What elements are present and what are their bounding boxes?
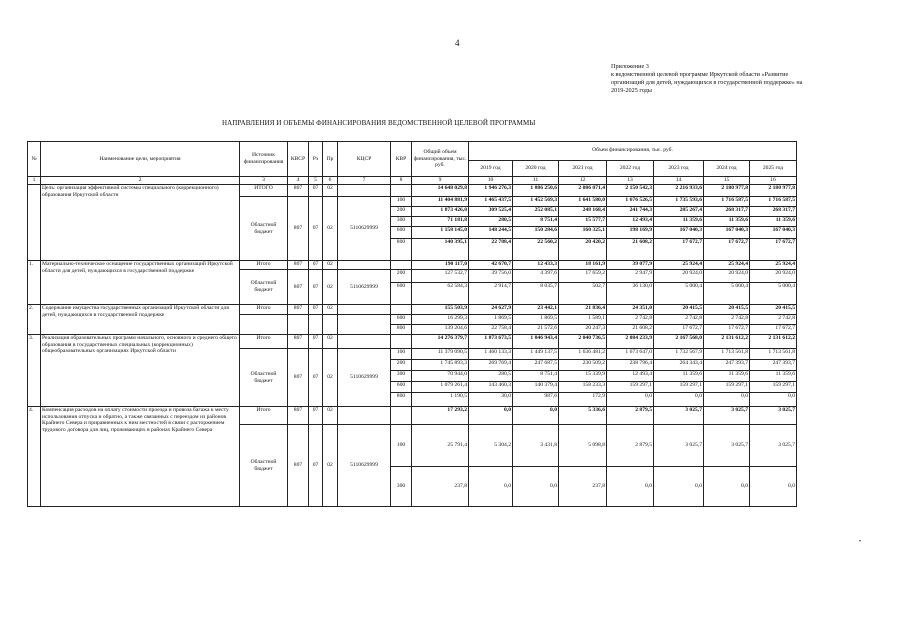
header-rz: Рз: [309, 142, 323, 177]
year-value: 198 169,9: [607, 227, 654, 239]
year-value: 1 452 569,3: [513, 197, 559, 207]
year-value: 21 608,2: [607, 239, 654, 261]
year-value: 39 077,9: [607, 261, 654, 270]
year-value: 987,6: [513, 393, 559, 407]
year-value: 2 131 612,2: [750, 335, 797, 349]
year-value: 5 304,2: [469, 425, 513, 467]
rz-cell: [309, 315, 323, 335]
year-value: 17 672,7: [750, 325, 797, 335]
year-value: 20 924,0: [750, 270, 797, 283]
year-value: 1 886 250,6: [513, 185, 559, 197]
year-value: 268 317,7: [750, 207, 797, 217]
rz-cell: 07: [309, 407, 323, 425]
year-value: 280,5: [469, 217, 513, 227]
year-value: 2 947,9: [607, 270, 654, 283]
column-number: 13: [607, 177, 654, 185]
source-cell: Итого: [240, 305, 288, 315]
total-value: 14 648 029,8: [412, 185, 469, 197]
kvr-cell: 600: [391, 382, 412, 393]
year-value: 11 359,6: [704, 371, 750, 382]
year-value: 12 493,4: [607, 371, 654, 382]
year-value: 20 924,0: [654, 270, 704, 283]
kvr-cell: 600: [391, 283, 412, 305]
kvr-cell: 800: [391, 393, 412, 407]
year-value: 2 167 568,0: [654, 335, 704, 349]
year-value: 1 735 593,6: [654, 197, 704, 207]
year-value: 25 924,4: [750, 261, 797, 270]
year-value: 39 756,0: [469, 270, 513, 283]
year-value: 158 233,3: [559, 382, 607, 393]
year-value: 22 788,4: [469, 239, 513, 261]
header-year: 2025 год: [750, 160, 797, 176]
total-value: 11 404 881,9: [412, 197, 469, 207]
source-cell: Итого: [240, 335, 288, 349]
year-value: 0,0: [469, 467, 513, 507]
year-value: 0,0: [654, 467, 704, 507]
year-value: 150 284,6: [513, 227, 559, 239]
year-value: 264 343,4: [654, 360, 704, 371]
column-number: 8: [391, 177, 412, 185]
kcsr-cell: 5110629999: [338, 270, 391, 305]
kcsr-cell: [338, 407, 391, 425]
source-cell: Итого: [240, 407, 288, 425]
appendix-line: Приложение 3: [611, 63, 649, 70]
kcsr-cell: [338, 185, 391, 197]
column-number: 4: [288, 177, 309, 185]
year-value: 25 924,4: [704, 261, 750, 270]
year-value: 268 317,7: [704, 207, 750, 217]
year-value: 0,0: [654, 393, 704, 407]
kvsr-cell: 807: [288, 185, 309, 197]
year-value: 5 336,6: [559, 407, 607, 425]
source-cell: Областной бюджет: [240, 349, 288, 407]
column-number: 16: [750, 177, 797, 185]
year-value: 1 869,5: [469, 315, 513, 325]
kcsr-cell: 5110629999: [338, 197, 391, 261]
total-value: 11 379 090,5: [412, 349, 469, 360]
pr-cell: 02: [323, 407, 338, 425]
section-name: Компенсация расходов на оплату стоимости проезда и провоза багажа к месту использования отпуска и обратно, а также связанных с переездом из районов Крайнего Севера и приравненных к ним местностей в связи с расторжением трудового договора для лиц, проживающих в районах Крайнего Севера: [41, 407, 240, 507]
year-value: 11 359,6: [654, 371, 704, 382]
year-value: 2 879,5: [607, 425, 654, 467]
source-cell: ИТОГО: [240, 185, 288, 197]
header-year: 2020 год: [513, 160, 559, 176]
kvsr-cell: 807: [288, 335, 309, 349]
kvr-cell: [391, 407, 412, 425]
kvr-cell: 200: [391, 207, 412, 217]
column-number: 3: [240, 177, 288, 185]
year-value: 0,0: [513, 407, 559, 425]
kcsr-cell: [338, 261, 391, 270]
year-value: 8 751,4: [513, 371, 559, 382]
header-years-group: Объем финансирования, тыс. руб.: [469, 142, 797, 161]
year-value: 1 460 133,3: [469, 349, 513, 360]
year-value: 247 393,7: [704, 360, 750, 371]
year-value: 20 247,3: [559, 325, 607, 335]
kvr-cell: 600: [391, 315, 412, 325]
year-value: 17 672,7: [750, 239, 797, 261]
year-value: 285 267,4: [654, 207, 704, 217]
year-value: 2 131 612,2: [704, 335, 750, 349]
year-value: 20 415,5: [750, 305, 797, 315]
kvr-cell: [391, 261, 412, 270]
rz-cell: 07: [309, 349, 323, 407]
year-value: 1 846 943,4: [513, 335, 559, 349]
year-value: 3 431,8: [513, 425, 559, 467]
year-value: 502,7: [559, 283, 607, 305]
pr-cell: 02: [323, 197, 338, 261]
year-value: 159 297,1: [704, 382, 750, 393]
pr-cell: 02: [323, 425, 338, 507]
year-value: 2 742,8: [607, 315, 654, 325]
year-value: 0,0: [704, 467, 750, 507]
total-value: 1 873 426,0: [412, 207, 469, 217]
total-value: 155 503,9: [412, 305, 469, 315]
kvr-cell: 100: [391, 349, 412, 360]
kvr-cell: [391, 185, 412, 197]
year-value: 3 025,7: [654, 425, 704, 467]
year-value: 280,5: [469, 371, 513, 382]
section-number: 1.: [28, 261, 41, 305]
year-value: 248 168,4: [559, 207, 607, 217]
year-value: 11 359,6: [750, 217, 797, 227]
page-number: 4: [455, 38, 460, 48]
year-value: 22 758,4: [469, 325, 513, 335]
kvr-cell: 300: [391, 371, 412, 382]
year-value: 11 359,6: [654, 217, 704, 227]
total-value: 1 158 145,0: [412, 227, 469, 239]
year-value: 17 672,7: [704, 325, 750, 335]
kvr-cell: 800: [391, 239, 412, 261]
year-value: 21 608,2: [607, 325, 654, 335]
section-number: 3.: [28, 335, 41, 407]
column-number-row: [28, 177, 797, 185]
appendix-line: к ведомственной целевой программе Иркутской области «Развитие: [611, 71, 789, 78]
total-value: 62 584,3: [412, 283, 469, 305]
column-number: 1: [28, 177, 41, 185]
column-number: 9: [412, 177, 469, 185]
rz-cell: 07: [309, 335, 323, 349]
year-value: 3 025,7: [654, 407, 704, 425]
year-value: 3 025,7: [750, 407, 797, 425]
rz-cell: 07: [309, 261, 323, 270]
year-value: 2 879,5: [607, 407, 654, 425]
section-name: Материально-техническое оснащение государственных организаций Иркутской области для детей, нуждающихся в государственной поддержке: [41, 261, 240, 305]
year-value: 5 000,4: [750, 283, 797, 305]
header-kcsr: КЦСР: [338, 142, 391, 177]
section-number: 2.: [28, 305, 41, 335]
year-value: 247 687,5: [513, 360, 559, 371]
rz-cell: 07: [309, 197, 323, 261]
column-number: 7: [338, 177, 391, 185]
year-value: 269 769,4: [469, 360, 513, 371]
year-value: 167 040,3: [750, 227, 797, 239]
kvsr-cell: 807: [288, 197, 309, 261]
total-value: 25 791,4: [412, 425, 469, 467]
year-value: 2 086 071,4: [559, 185, 607, 197]
column-number: 15: [704, 177, 750, 185]
header-name: Наименование цели, мероприятия: [41, 142, 240, 177]
header-num: №: [28, 142, 41, 177]
year-value: 0,0: [704, 393, 750, 407]
kvr-cell: 100: [391, 197, 412, 207]
year-value: 1 641 580,0: [559, 197, 607, 207]
year-value: 3 025,7: [750, 425, 797, 467]
kcsr-cell: [338, 335, 391, 349]
year-value: 0,0: [750, 393, 797, 407]
year-value: 15 339,9: [559, 371, 607, 382]
year-value: 25 924,4: [654, 261, 704, 270]
year-value: 2 216 933,6: [654, 185, 704, 197]
year-value: 5 000,4: [704, 283, 750, 305]
year-value: 17 672,7: [654, 325, 704, 335]
year-value: 1 732 567,9: [654, 349, 704, 360]
section-total-row: [28, 305, 797, 315]
section-total-row: [28, 185, 797, 197]
kvsr-cell: 807: [288, 261, 309, 270]
year-value: 5 098,8: [559, 425, 607, 467]
year-value: 1 716 587,5: [750, 197, 797, 207]
header-year: 2022 год: [607, 160, 654, 176]
rz-cell: 07: [309, 305, 323, 315]
year-value: 1 676 526,5: [607, 197, 654, 207]
kcsr-cell: [338, 315, 391, 335]
year-value: 230 509,2: [559, 360, 607, 371]
year-value: 42 670,7: [469, 261, 513, 270]
kvr-cell: [391, 305, 412, 315]
appendix-note: [611, 63, 871, 95]
year-value: 2 742,8: [750, 315, 797, 325]
year-value: 167 040,3: [654, 227, 704, 239]
source-cell: Областной бюджет: [240, 197, 288, 261]
header-source: Источник финансирования: [240, 142, 288, 177]
year-value: 1 869,5: [513, 315, 559, 325]
year-value: 1 716 587,5: [704, 197, 750, 207]
total-value: 1 079 261,4: [412, 382, 469, 393]
year-value: 2 914,7: [469, 283, 513, 305]
column-number: 14: [654, 177, 704, 185]
year-value: 2 150 542,3: [607, 185, 654, 197]
total-value: 1 190,5: [412, 393, 469, 407]
year-value: 160 325,1: [559, 227, 607, 239]
year-value: 11 359,6: [750, 371, 797, 382]
kvsr-cell: 807: [288, 407, 309, 425]
rz-cell: 07: [309, 185, 323, 197]
year-value: 172,9: [559, 393, 607, 407]
total-value: 140 395,1: [412, 239, 469, 261]
year-value: 148 244,5: [469, 227, 513, 239]
pr-cell: 02: [323, 335, 338, 349]
year-value: 20 415,5: [704, 305, 750, 315]
total-value: 1 745 893,3: [412, 360, 469, 371]
total-value: 139 204,6: [412, 325, 469, 335]
pr-cell: 02: [323, 305, 338, 315]
total-value: 190 117,0: [412, 261, 469, 270]
section-number: [28, 185, 41, 261]
year-value: 17 659,2: [559, 270, 607, 283]
year-value: 0,0: [607, 467, 654, 507]
year-value: 247 393,7: [750, 360, 797, 371]
appendix-line: организаций для детей, нуждающихся в государственной поддержке» на: [611, 79, 803, 86]
year-value: 167 040,3: [704, 227, 750, 239]
pr-cell: [323, 315, 338, 335]
year-value: 2 180 977,8: [750, 185, 797, 197]
pr-cell: 02: [323, 349, 338, 407]
year-value: 22 560,2: [513, 239, 559, 261]
year-value: 24 627,9: [469, 305, 513, 315]
source-cell: Областной бюджет: [240, 425, 288, 507]
year-value: 17 672,7: [704, 239, 750, 261]
year-value: 0,0: [750, 467, 797, 507]
kvr-cell: 600: [391, 227, 412, 239]
header-pr: Пр: [323, 142, 338, 177]
section-total-row: [28, 407, 797, 425]
year-value: 36 130,0: [607, 283, 654, 305]
rz-cell: 07: [309, 270, 323, 305]
pr-cell: 02: [323, 185, 338, 197]
header-year: 2021 год: [559, 160, 607, 176]
year-value: 8 751,4: [513, 217, 559, 227]
header-year: 2019 год: [469, 160, 513, 176]
year-value: 2 180 977,8: [704, 185, 750, 197]
source-cell: Итого: [240, 261, 288, 270]
year-value: 1 589,1: [559, 315, 607, 325]
year-value: 2 040 736,5: [559, 335, 607, 349]
total-value: 70 944,0: [412, 371, 469, 382]
kcsr-cell: 5110629999: [338, 349, 391, 407]
year-value: 21 572,6: [513, 325, 559, 335]
section-name: Реализация образовательных программ начального, основного и среднего общего образования в государственных специальных (коррекционных) общеобразовательных организациях Иркутской области: [41, 335, 240, 407]
section-name: Цель: организация эффективной системы специального (коррекционного) образования Иркутской области: [41, 185, 240, 261]
year-value: 12 433,3: [513, 261, 559, 270]
year-value: 0,0: [469, 407, 513, 425]
section-total-row: [28, 261, 797, 270]
header-year: 2024 год: [704, 160, 750, 176]
header-kvsr: КВСР: [288, 142, 309, 177]
year-value: 1 713 561,8: [750, 349, 797, 360]
column-number: 6: [323, 177, 338, 185]
year-value: 140 379,4: [513, 382, 559, 393]
kvr-cell: 800: [391, 325, 412, 335]
total-value: 16 299,3: [412, 315, 469, 325]
column-number: 11: [513, 177, 559, 185]
kvsr-cell: 807: [288, 349, 309, 407]
year-value: 2 742,8: [654, 315, 704, 325]
document-title: НАПРАВЛЕНИЯ И ОБЪЕМЫ ФИНАНСИРОВАНИЯ ВЕДОМСТВЕННОЙ ЦЕЛЕВОЙ ПРОГРАММЫ: [222, 119, 536, 127]
rz-cell: 07: [309, 425, 323, 507]
kvsr-cell: [288, 315, 309, 335]
year-value: 17 672,7: [654, 239, 704, 261]
year-value: 0,0: [607, 393, 654, 407]
year-value: 21 836,4: [559, 305, 607, 315]
appendix-line: 2019-2025 годы: [611, 87, 652, 94]
year-value: 20 420,2: [559, 239, 607, 261]
year-value: 1 946 276,3: [469, 185, 513, 197]
section-total-row: [28, 335, 797, 349]
year-value: 2 084 233,9: [607, 335, 654, 349]
year-value: 15 577,7: [559, 217, 607, 227]
kvr-cell: 300: [391, 467, 412, 507]
year-value: 241 744,3: [607, 207, 654, 217]
year-value: 143 460,3: [469, 382, 513, 393]
kvsr-cell: 807: [288, 305, 309, 315]
year-value: 0,0: [513, 467, 559, 507]
header-kvr: КВР: [391, 142, 412, 177]
year-value: 1 873 673,5: [469, 335, 513, 349]
year-value: 20 924,0: [704, 270, 750, 283]
year-value: 12 493,4: [607, 217, 654, 227]
header-year: 2023 год: [654, 160, 704, 176]
year-value: 24 351,0: [607, 305, 654, 315]
year-value: 3 025,7: [704, 407, 750, 425]
header-total: Общий объем финансирования, тыс. руб.: [412, 142, 469, 177]
column-number: 5: [309, 177, 323, 185]
year-value: 252 085,1: [513, 207, 559, 217]
total-value: 14 276 379,7: [412, 335, 469, 349]
year-value: 238 796,4: [607, 360, 654, 371]
year-value: 237,8: [559, 467, 607, 507]
section-number: 4.: [28, 407, 41, 507]
year-value: 20 415,5: [654, 305, 704, 315]
year-value: 8 035,7: [513, 283, 559, 305]
kvr-cell: [391, 335, 412, 349]
kvr-cell: 300: [391, 217, 412, 227]
kvsr-cell: 807: [288, 425, 309, 507]
year-value: 1 713 561,8: [704, 349, 750, 360]
year-value: 3 025,7: [704, 425, 750, 467]
stray-mark: •: [859, 539, 862, 545]
year-value: 159 297,1: [607, 382, 654, 393]
kvr-cell: 200: [391, 360, 412, 371]
financing-table: [27, 141, 797, 507]
column-number: 12: [559, 177, 607, 185]
source-cell: [240, 315, 288, 335]
kcsr-cell: [338, 305, 391, 315]
pr-cell: 02: [323, 270, 338, 305]
year-value: 18 161,9: [559, 261, 607, 270]
year-value: 2 742,8: [704, 315, 750, 325]
pr-cell: 02: [323, 261, 338, 270]
year-value: 5 000,4: [654, 283, 704, 305]
year-value: 11 359,6: [704, 217, 750, 227]
header-row: [28, 142, 797, 161]
source-cell: Областной бюджет: [240, 270, 288, 305]
year-value: 1 449 137,5: [513, 349, 559, 360]
kvr-cell: 100: [391, 425, 412, 467]
kvsr-cell: 807: [288, 270, 309, 305]
total-value: 127 532,7: [412, 270, 469, 283]
total-value: 237,8: [412, 467, 469, 507]
year-value: 30,0: [469, 393, 513, 407]
section-name: Содержание имущества государственных организаций Иркутской области для детей, нуждающихся в государственной поддержке: [41, 305, 240, 335]
kcsr-cell: 5110629999: [338, 425, 391, 507]
year-value: 4 397,6: [513, 270, 559, 283]
year-value: 23 442,1: [513, 305, 559, 315]
total-value: 17 293,2: [412, 407, 469, 425]
year-value: 1 636 481,2: [559, 349, 607, 360]
total-value: 71 181,8: [412, 217, 469, 227]
year-value: 309 525,4: [469, 207, 513, 217]
year-value: 159 297,1: [654, 382, 704, 393]
column-number: 2: [41, 177, 240, 185]
column-number: 10: [469, 177, 513, 185]
kvr-cell: 200: [391, 270, 412, 283]
year-value: 159 297,1: [750, 382, 797, 393]
year-value: 1 673 647,0: [607, 349, 654, 360]
year-value: 1 465 437,5: [469, 197, 513, 207]
